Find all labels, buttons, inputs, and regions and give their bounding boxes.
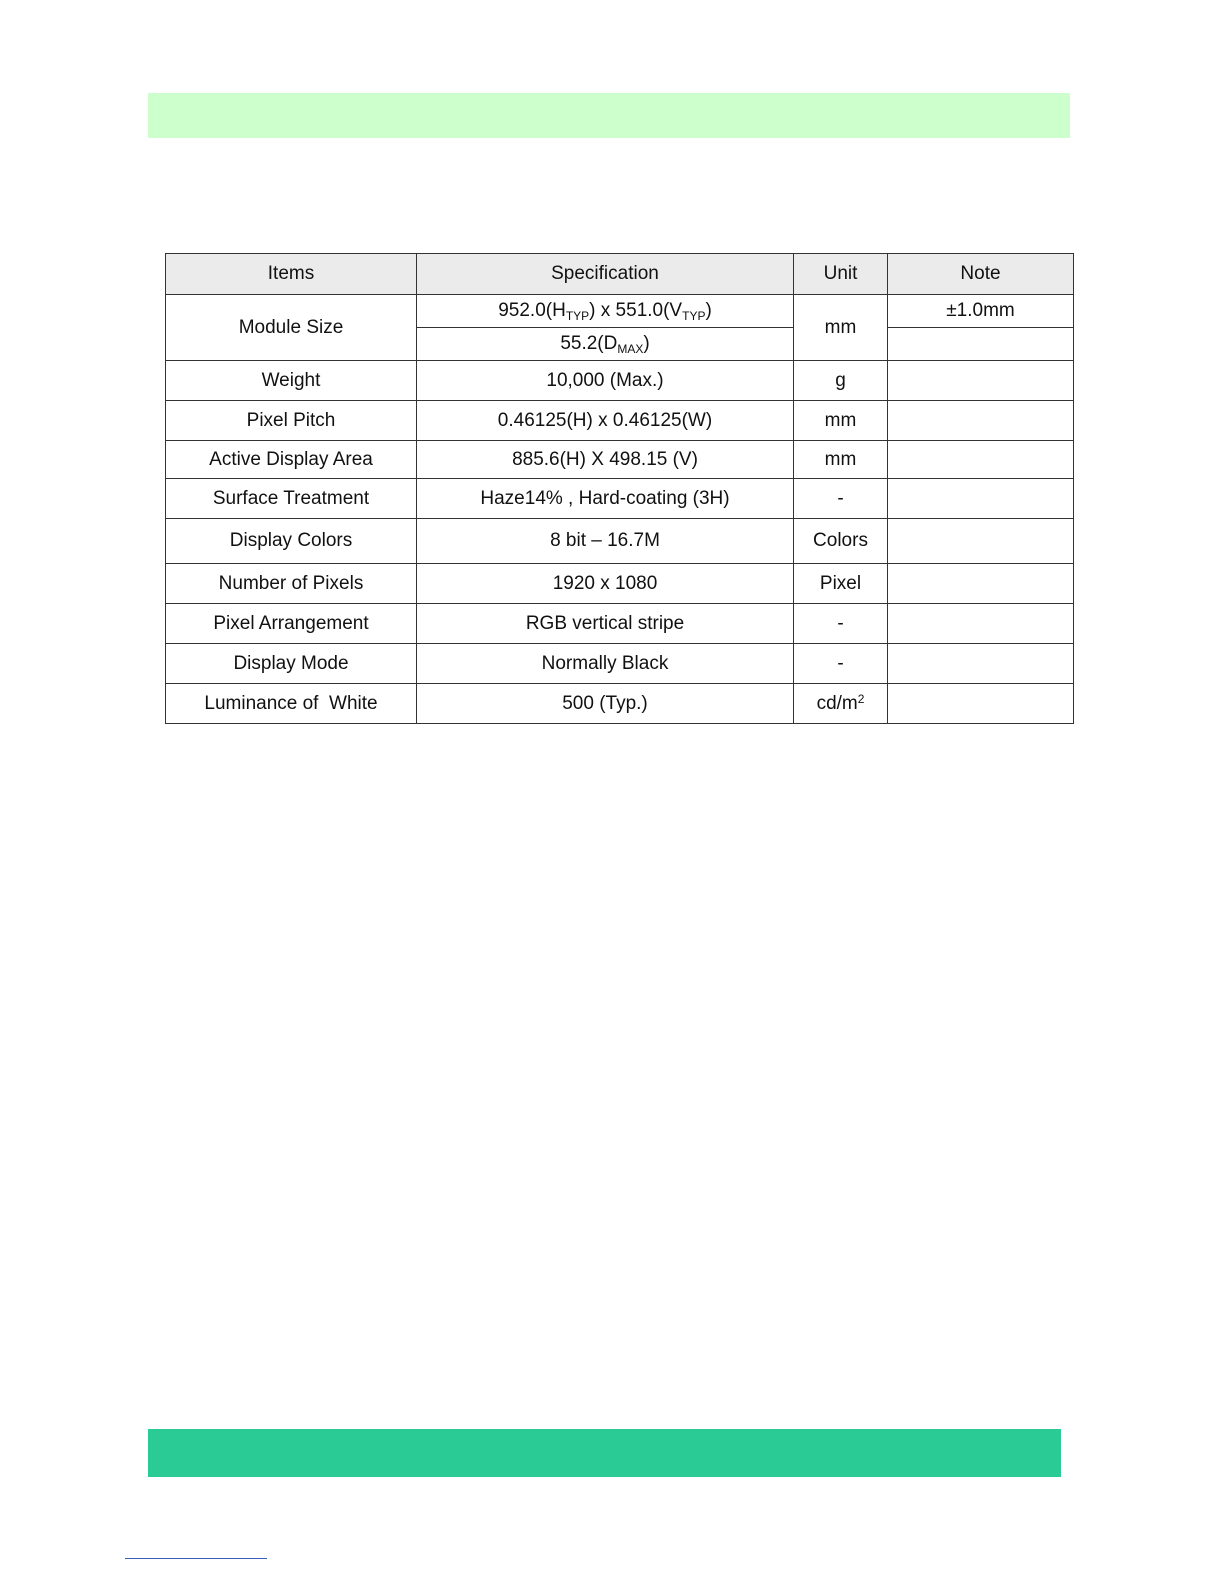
cell-unit: Colors — [794, 519, 888, 564]
table-row-module-size — [166, 295, 1074, 328]
cell-unit: - — [794, 644, 888, 684]
spec-v-subscript: TYP — [682, 309, 706, 323]
unit-base: cd/m — [816, 692, 858, 714]
cell-spec: 0.46125(H) x 0.46125(W) — [417, 401, 794, 441]
header-items: Items — [166, 254, 417, 295]
cell-item-module-size: Module Size — [166, 295, 417, 361]
cell-item: Pixel Pitch — [166, 401, 417, 441]
cell-note — [888, 604, 1074, 644]
table-header-row — [166, 254, 1074, 295]
cell-spec: 885.6(H) X 498.15 (V) — [417, 441, 794, 479]
cell-unit: - — [794, 604, 888, 644]
cell-item: Display Mode — [166, 644, 417, 684]
cell-unit: g — [794, 361, 888, 401]
cell-spec: Haze14% , Hard-coating (3H) — [417, 479, 794, 519]
spec-d-subscript: MAX — [617, 342, 644, 356]
footnote-separator — [125, 1558, 267, 1559]
cell-note-module-size: ±1.0mm — [888, 295, 1074, 328]
cell-note — [888, 564, 1074, 604]
spec-d-value: 55.2(D — [560, 333, 618, 354]
cell-spec: 10,000 (Max.) — [417, 361, 794, 401]
header-unit: Unit — [794, 254, 888, 295]
cell-unit: - — [794, 479, 888, 519]
cell-spec: 8 bit – 16.7M — [417, 519, 794, 564]
table-row-pixel-arrangement — [166, 604, 1074, 644]
cell-unit: Pixel — [794, 564, 888, 604]
cell-note — [888, 644, 1074, 684]
spec-d-close: ) — [643, 333, 650, 354]
cell-item: Surface Treatment — [166, 479, 417, 519]
footer-band — [148, 1429, 1061, 1477]
cell-note — [888, 441, 1074, 479]
cell-item: Pixel Arrangement — [166, 604, 417, 644]
cell-item: Weight — [166, 361, 417, 401]
cell-item: Luminance of White — [166, 684, 417, 724]
table-row-display-mode — [166, 644, 1074, 684]
table-row-active-display-area — [166, 441, 1074, 479]
table-row-weight — [166, 361, 1074, 401]
cell-note-module-depth — [888, 328, 1074, 361]
cell-unit: mm — [794, 441, 888, 479]
cell-spec: Normally Black — [417, 644, 794, 684]
table-row-pixel-pitch — [166, 401, 1074, 441]
table-row-display-colors — [166, 519, 1074, 564]
header-note: Note — [888, 254, 1074, 295]
cell-item: Active Display Area — [166, 441, 417, 479]
header-specification: Specification — [417, 254, 794, 295]
cell-spec-module-size-d — [417, 328, 794, 361]
table-row-luminance — [166, 684, 1074, 724]
cell-item: Display Colors — [166, 519, 417, 564]
spec-hv-close: ) — [705, 300, 712, 321]
cell-item: Number of Pixels — [166, 564, 417, 604]
cell-unit: mm — [794, 401, 888, 441]
unit-superscript: 2 — [857, 691, 865, 706]
spec-h-value: 952.0(H — [498, 300, 566, 321]
cell-spec: RGB vertical stripe — [417, 604, 794, 644]
cell-note — [888, 684, 1074, 724]
cell-spec-module-size-hv — [417, 295, 794, 328]
cell-note — [888, 401, 1074, 441]
cell-spec: 500 (Typ.) — [417, 684, 794, 724]
cell-note — [888, 519, 1074, 564]
table-row-number-of-pixels — [166, 564, 1074, 604]
cell-note — [888, 361, 1074, 401]
spec-v-value: ) x 551.0(V — [589, 300, 683, 321]
cell-unit — [794, 684, 888, 724]
cell-note — [888, 479, 1074, 519]
cell-spec: 1920 x 1080 — [417, 564, 794, 604]
specification-table — [165, 253, 1074, 724]
cell-unit-module-size: mm — [794, 295, 888, 361]
header-band — [148, 93, 1070, 138]
table-row-surface-treatment — [166, 479, 1074, 519]
spec-h-subscript: TYP — [565, 309, 590, 323]
